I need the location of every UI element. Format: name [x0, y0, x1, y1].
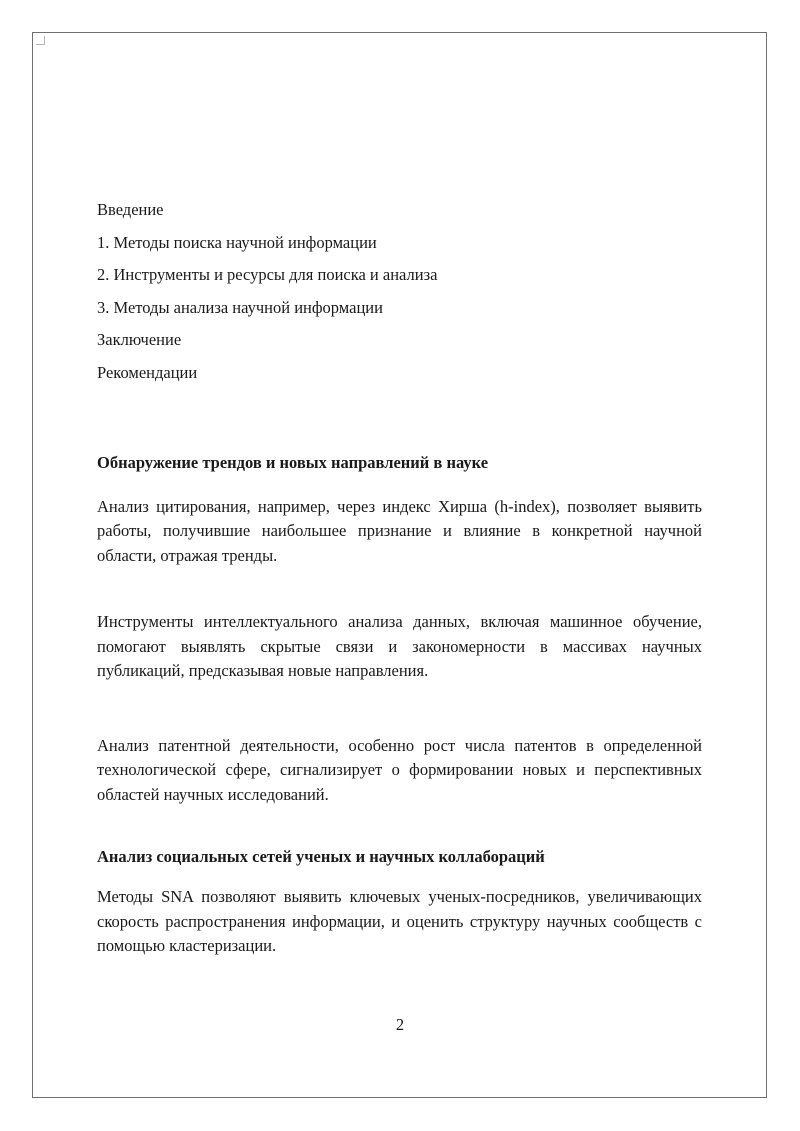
- page-content: [97, 200, 702, 959]
- page-number: 2: [395, 1015, 405, 1034]
- section-heading-trends: Обнаружение трендов и новых направлений в науке: [97, 452, 489, 472]
- toc-item-tools-resources: 2. Инструменты и ресурсы для поиска и анализа: [97, 265, 438, 284]
- toc-item-analysis-methods: 3. Методы анализа научной информации: [97, 297, 383, 317]
- paragraph-citation-analysis: Анализ цитирования, например, через индекс Хирша (h-index), позволяет выявить работы, получившие наибольшее признание и влияние в конкретной научной области, отражая тренды.: [97, 496, 702, 565]
- section-heading-social-networks: Анализ социальных сетей ученых и научных коллабораций: [97, 847, 545, 866]
- toc-item-introduction: Введение: [97, 200, 164, 219]
- toc-item-conclusion: Заключение: [97, 330, 182, 349]
- paragraph-data-mining: Инструменты интеллектуального анализа данных, включая машинное обучение, помогают выявлять скрытые связи и закономерности в массивах научных публикаций, предсказывая новые направления.: [97, 612, 702, 680]
- page-corner-mark: [36, 36, 45, 45]
- toc-item-recommendations: Рекомендации: [97, 362, 198, 382]
- paragraph-patent-analysis: Анализ патентной деятельности, особенно рост числа патентов в определенной технологической сфере, сигнализирует о формировании новых и перспективных областей научных исследований.: [97, 735, 702, 804]
- toc-item-search-methods: 1. Методы поиска научной информации: [97, 232, 377, 252]
- table-of-contents: [97, 200, 702, 383]
- paragraph-sna-methods: Методы SNA позволяют выявить ключевых ученых-посредников, увеличивающих скорость распространения информации, и оценить структуру научных сообществ с помощью кластеризации.: [97, 887, 702, 955]
